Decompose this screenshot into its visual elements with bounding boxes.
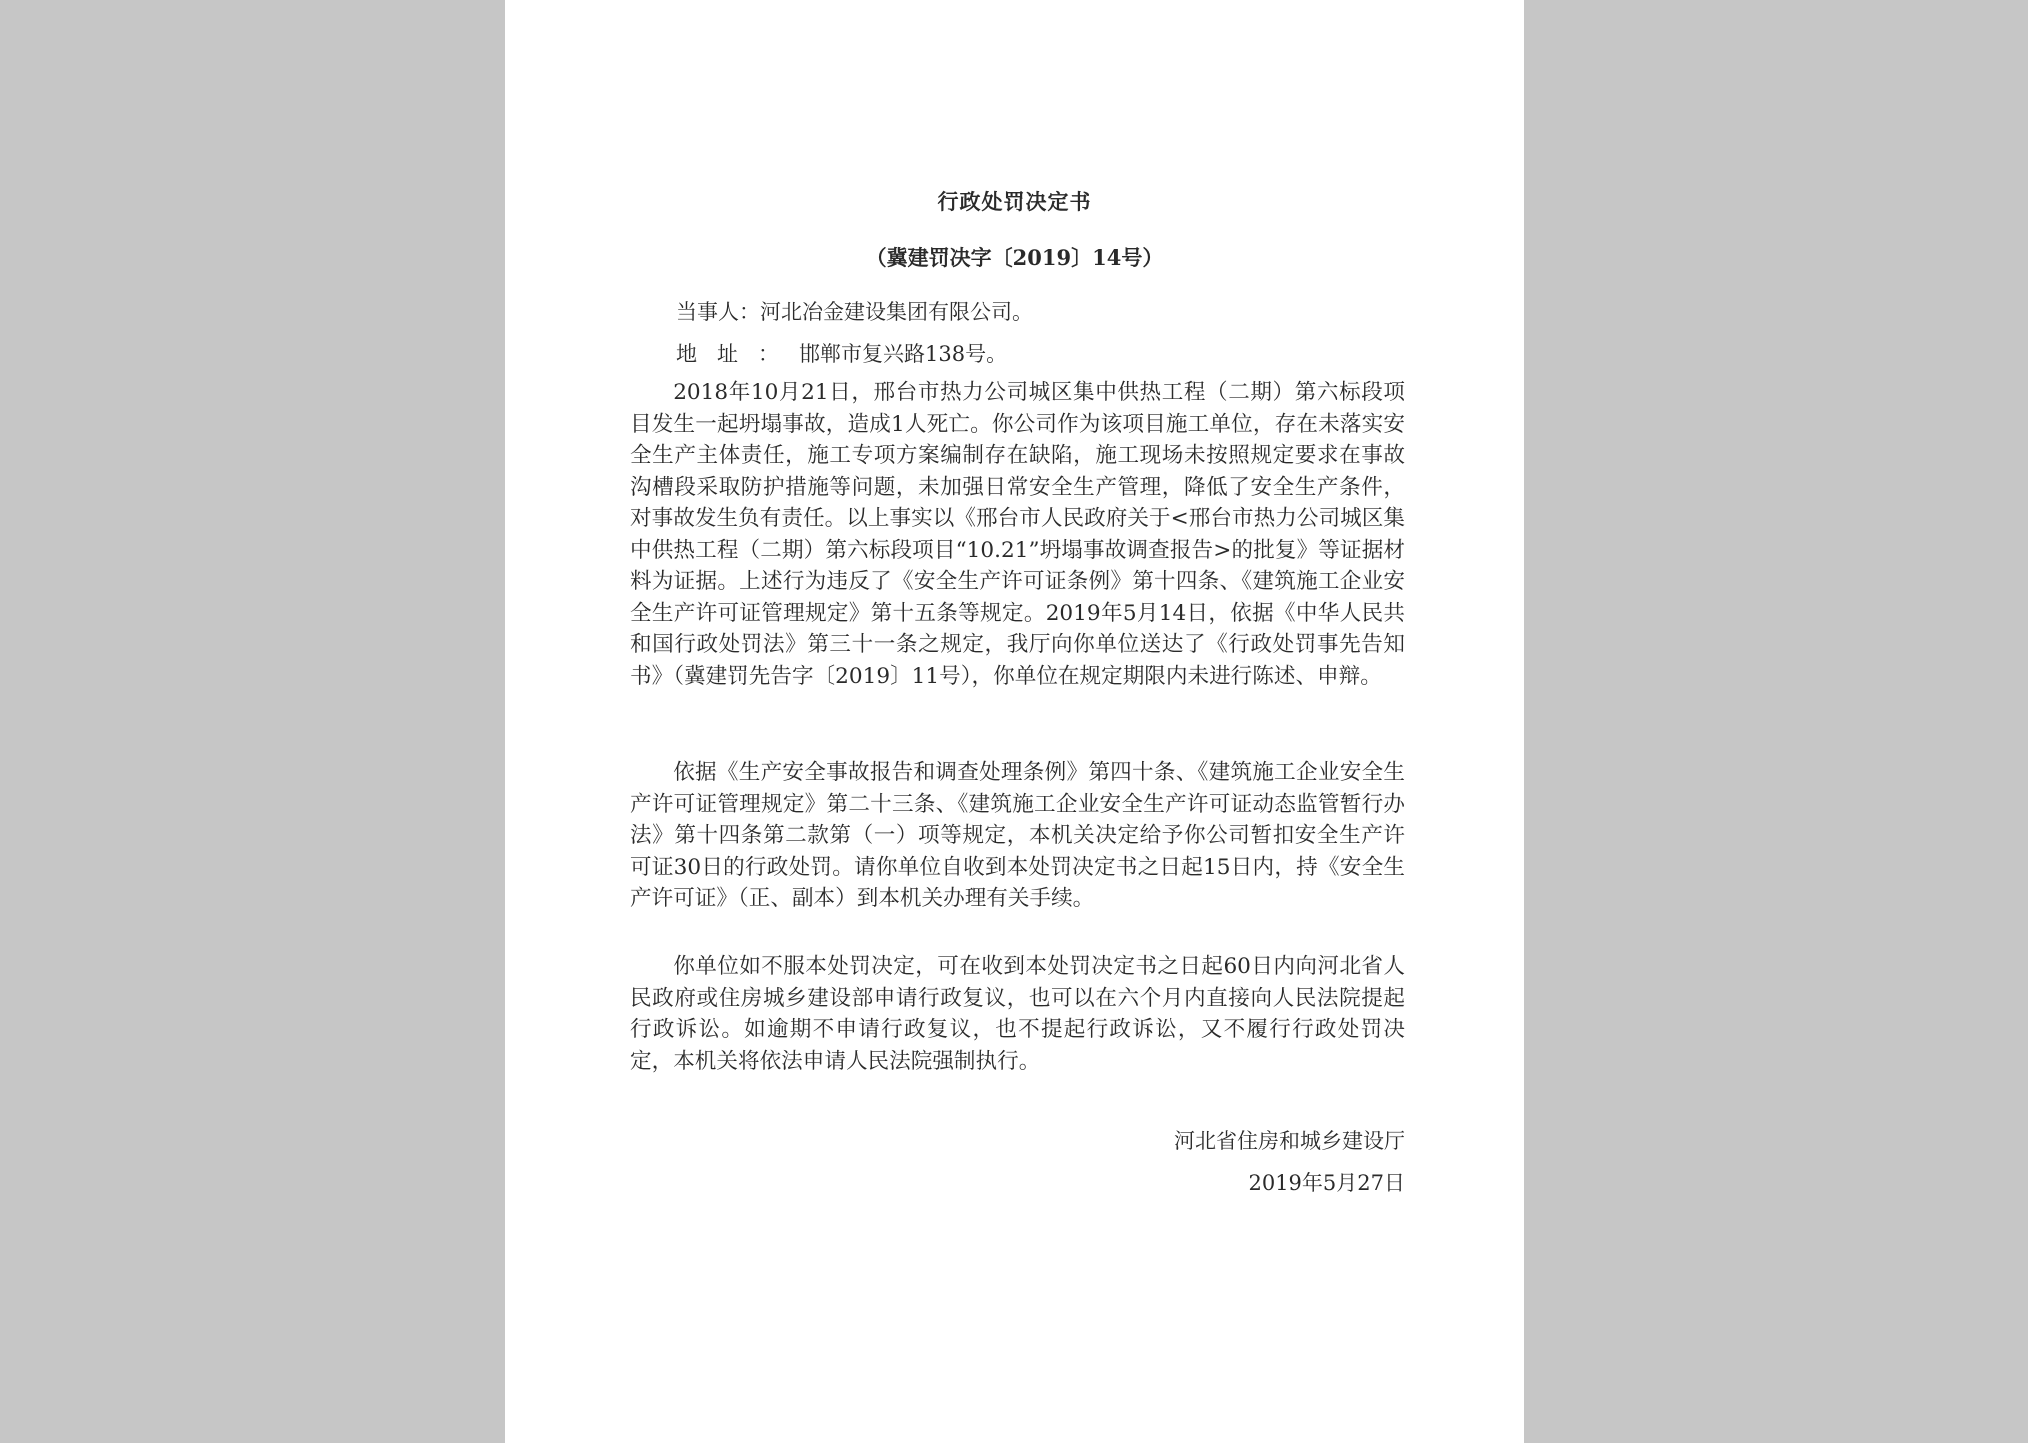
- issuing-authority: 河北省住房和城乡建设厅: [1174, 1129, 1405, 1153]
- document-number: （冀建罚决字〔2019〕14号）: [865, 245, 1164, 270]
- party-value: 河北冶金建设集团有限公司。: [760, 300, 1033, 324]
- address-value: 邯郸市复兴路138号。: [799, 342, 1008, 366]
- issue-date: 2019年5月27日: [1248, 1171, 1405, 1195]
- party-label: 当事人：: [676, 300, 760, 324]
- paragraph-appeal-rights: 你单位如不服本处罚决定，可在收到本处罚决定书之日起60日内向河北省人民政府或住房城乡建设部申请行政复议，也可以在六个月内直接向人民法院提起行政诉讼。如逾期不申请行政复议，也不提起行政诉讼，又不履行行政处罚决定，本机关将依法申请人民法院强制执行。: [630, 954, 1405, 1074]
- address-label: 地址：: [676, 342, 799, 366]
- party-field: [676, 292, 1033, 332]
- paragraph-decision: 依据《生产安全事故报告和调查处理条例》第四十条、《建筑施工企业安全生产许可证管理规定》第二十三条、《建筑施工企业安全生产许可证动态监管暂行办法》第十四条第二款第（一）项等规定，本机关决定给予你公司暂扣安全生产许可证30日的行政处罚。请你单位自收到本处罚决定书之日起15日内，持《安全生产许可证》（正、副本）到本机关办理有关手续。: [630, 760, 1405, 911]
- address-field: [676, 334, 1007, 374]
- document-page: [505, 0, 1524, 1443]
- paragraph-facts: 2018年10月21日，邢台市热力公司城区集中供热工程（二期）第六标段项目发生一起坍塌事故，造成1人死亡。你公司作为该项目施工单位，存在未落实安全生产主体责任，施工专项方案编制存在缺陷，施工现场未按照规定要求在事故沟槽段采取防护措施等问题，未加强日常安全生产管理，降低了安全生产条件，对事故发生负有责任。以上事实以《邢台市人民政府关于<邢台市热力公司城区集中供热工程（二期）第六标段项目“10.21”坍塌事故调查报告>的批复》等证据材料为证据。上述行为违反了《安全生产许可证条例》第十四条、《建筑施工企业安全生产许可证管理规定》第十五条等规定。2019年5月14日，依据《中华人民共和国行政处罚法》第三十一条之规定，我厅向你单位送达了《行政处罚事先告知书》（冀建罚先告字〔2019〕11号），你单位在规定期限内未进行陈述、申辩。: [630, 380, 1405, 689]
- document-title: 行政处罚决定书: [937, 189, 1092, 214]
